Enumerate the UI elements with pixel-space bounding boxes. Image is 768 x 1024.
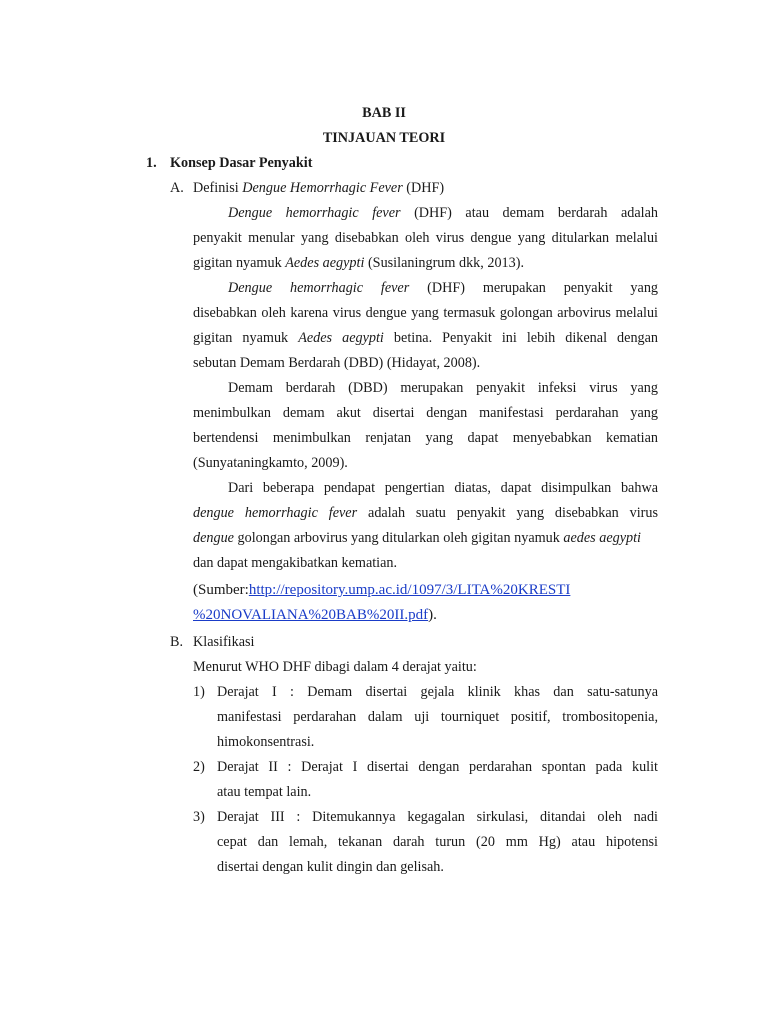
list-item-line: manifestasi perdarahan dalam uji tourniquet positif, trombositopenia, xyxy=(217,709,658,725)
source-link-continued[interactable]: %20NOVALIANA%20BAB%20II.pdf xyxy=(193,607,429,623)
paragraph-2-line-3: gigitan nyamuk Aedes aegypti betina. Penyakit ini lebih dikenal dengan xyxy=(193,330,659,346)
list-item-number: 3) xyxy=(193,809,205,825)
paragraph-3-line-3: bertendensi menimbulkan renjatan yang dapat menyebabkan kematian xyxy=(193,430,658,446)
list-item-line: atau tempat lain. xyxy=(217,784,312,800)
paragraph-2-line-4: sebutan Demam Berdarah (DBD) (Hidayat, 2008). xyxy=(193,355,481,371)
paragraph-1-line-1: Dengue hemorrhagic fever (DHF) atau demam berdarah adalah xyxy=(228,205,658,221)
paragraph-2-line-1: Dengue hemorrhagic fever (DHF) merupakan penyakit yang xyxy=(228,280,659,296)
source-line-1: (Sumber:http://repository.ump.ac.id/1097/3/LITA%20KRESTI xyxy=(193,582,571,598)
section-title: Konsep Dasar Penyakit xyxy=(170,155,313,171)
subsection-a-letter: A. xyxy=(170,180,184,196)
paragraph-1-line-2: penyakit menular yang disebabkan oleh virus dengue yang ditularkan melalui xyxy=(193,230,658,246)
list-item-line: himokonsentrasi. xyxy=(217,734,315,750)
paragraph-4-line-4: dan dapat mengakibatkan kematian. xyxy=(193,555,398,571)
subsection-b-letter: B. xyxy=(170,634,184,650)
list-item-number: 1) xyxy=(193,684,205,700)
subsection-b-heading: Klasifikasi xyxy=(193,634,255,650)
list-item-number: 2) xyxy=(193,759,205,775)
source-link[interactable]: http://repository.ump.ac.id/1097/3/LITA%20KRESTI xyxy=(248,582,571,598)
list-item-line: cepat dan lemah, tekanan darah turun (20 mm Hg) atau hipotensi xyxy=(217,834,658,850)
paragraph-4-line-2: dengue hemorrhagic fever adalah suatu penyakit yang disebabkan virus xyxy=(193,505,658,521)
subsection-a-heading: Definisi Dengue Hemorrhagic Fever (DHF) xyxy=(193,180,445,196)
section-number: 1. xyxy=(146,155,157,171)
paragraph-4-line-1: Dari beberapa pendapat pengertian diatas, dapat disimpulkan bahwa xyxy=(228,480,658,496)
list-item-line: disertai dengan kulit dingin dan gelisah. xyxy=(217,859,444,875)
list-item-line: Derajat II : Derajat I disertai dengan perdarahan spontan pada kulit xyxy=(217,759,658,775)
list-item-line: Derajat III : Ditemukannya kegagalan sirkulasi, ditandai oleh nadi xyxy=(217,809,658,825)
paragraph-2-line-2: disebabkan oleh karena virus dengue yang termasuk golongan arbovirus melalui xyxy=(193,305,658,321)
paragraph-4-line-3: dengue golongan arbovirus yang ditularkan oleh gigitan nyamuk aedes aegypti xyxy=(193,530,641,546)
paragraph-3-line-2: menimbulkan demam akut disertai dengan manifestasi perdarahan yang xyxy=(193,405,658,421)
source-line-2: %20NOVALIANA%20BAB%20II.pdf). xyxy=(193,607,437,623)
paragraph-3-line-4: (Sunyataningkamto, 2009). xyxy=(193,455,348,471)
chapter-number: BAB II xyxy=(362,105,406,121)
list-item-line: Derajat I : Demam disertai gejala klinik khas dan satu-satunya xyxy=(217,684,658,700)
paragraph-3-line-1: Demam berdarah (DBD) merupakan penyakit infeksi virus yang xyxy=(228,380,658,396)
classification-intro: Menurut WHO DHF dibagi dalam 4 derajat yaitu: xyxy=(193,659,477,675)
chapter-title: TINJAUAN TEORI xyxy=(322,130,446,146)
paragraph-1-line-3: gigitan nyamuk Aedes aegypti (Susilaningrum dkk, 2013). xyxy=(193,255,525,271)
